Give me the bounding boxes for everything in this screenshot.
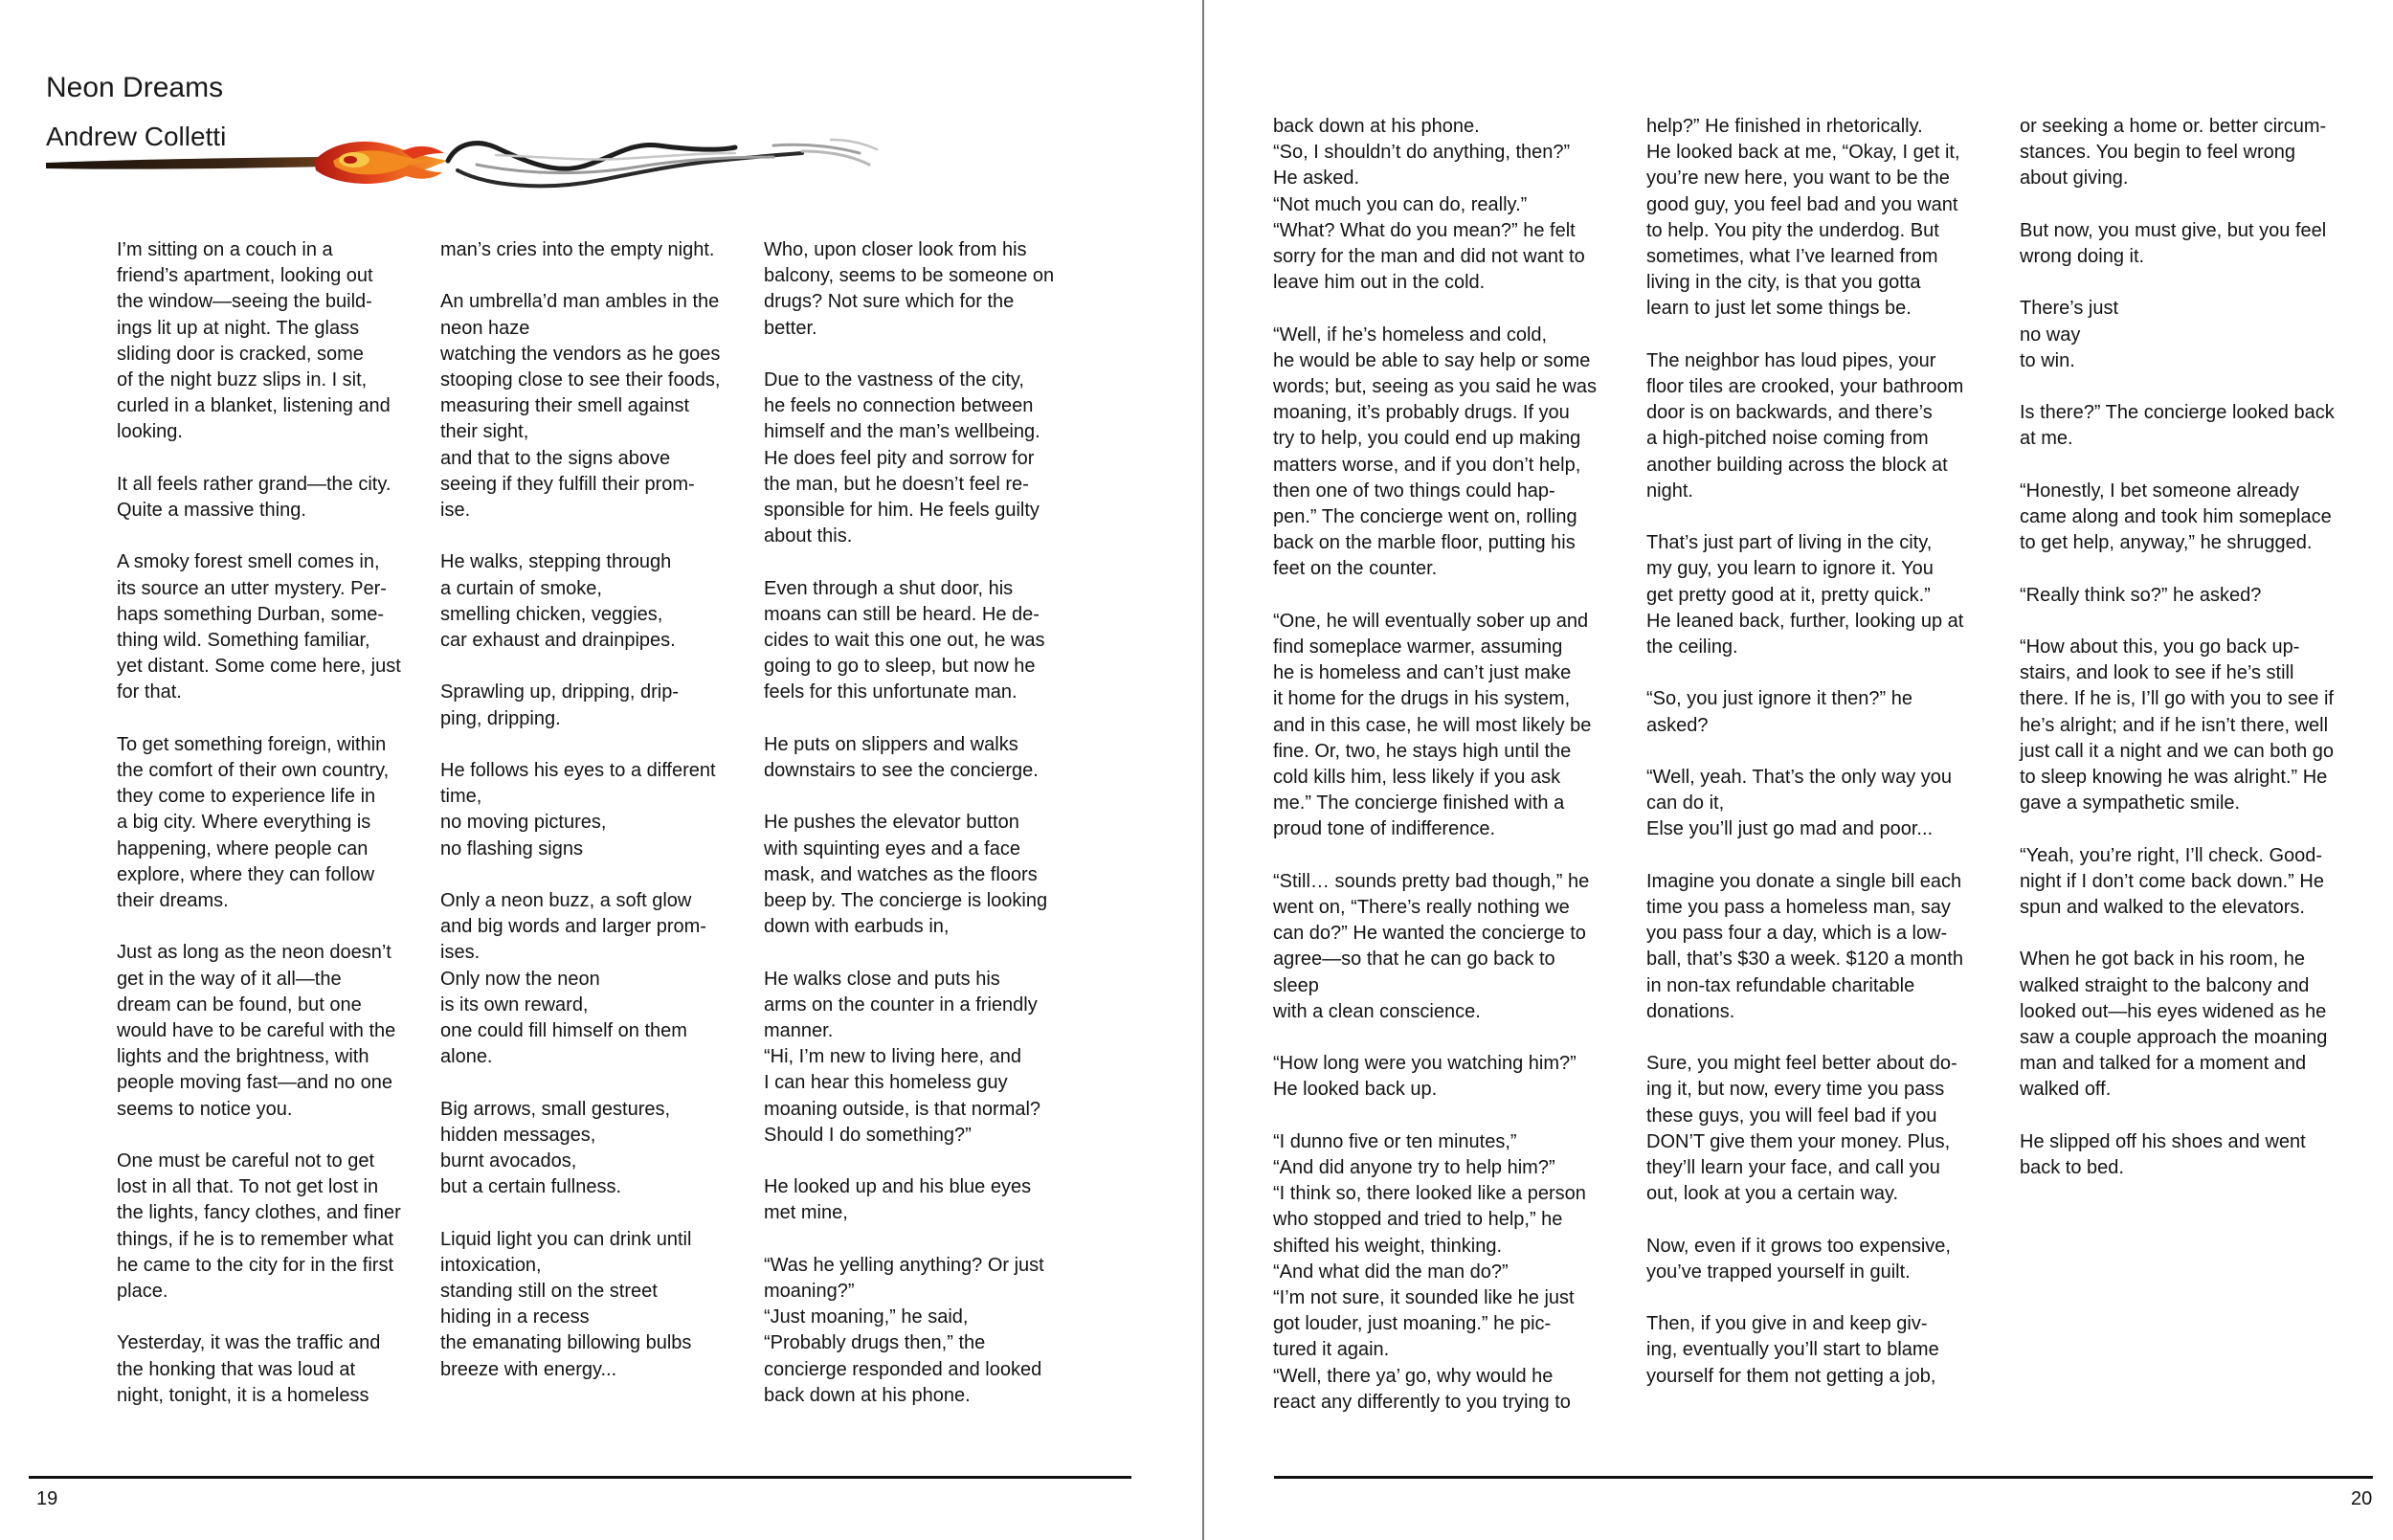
paragraph: “How long were you watching him?” He looked back up. (1273, 1053, 1577, 1101)
story-column-3 (764, 237, 1080, 1409)
paragraph: Then, if you give in and keep giv- ing, eventually you’ll start to blame yourself for them not getting a job, (1646, 1313, 1939, 1387)
paragraph: “Still… sounds pretty bad though,” he went on, “There’s really nothing we can do?” He wanted the concierge to agree—so that he can go back to sleep with a clean conscience. (1273, 870, 1590, 1022)
paragraph: When he got back in his room, he walked straight to the balcony and looked out—his eyes widened as he saw a couple approach the moaning man and talked for a moment and walked off. (2020, 949, 2328, 1101)
paragraph: A smoky forest smell comes in, its source an utter mystery. Per- haps something Durban, some- thing wild. Something familiar, yet distant. Some come here, just for that. (117, 551, 401, 703)
paragraph: “Really think so?” he asked? (2020, 584, 2262, 606)
paragraph: An umbrella’d man ambles in the neon haze watching the vendors as he goes stooping close to see their foods, measuring their smell against their sight, and that to the signs above seeing if they fulfill their prom- ise. (440, 291, 721, 522)
paragraph: or seeking a home or. better circum- stances. You begin to feel wrong about giving. (2020, 116, 2327, 190)
paragraph: One must be careful not to get lost in all that. To not get lost in the lights, fancy clothes, and finer things, if he is to remember what he came to the city for in the first place. (117, 1150, 401, 1303)
story-column-1 (117, 237, 433, 1409)
page-number: 20 (2351, 1488, 2373, 1509)
paragraph: Sprawling up, dripping, drip- ping, dripping. (440, 681, 680, 729)
paragraph: “I dunno five or ten minutes,” “And did anyone try to help him?” “I think so, there looked like a person who stopped and tried to help,” he shifted his weight, thinking. “And what did the man do?” “I’m not sure, it sounded like he just got louder, just moaning.” he pic- tured it again. “Well, there ya’ go, why would he react any differently to you trying to (1273, 1130, 1586, 1413)
paragraph: He slipped off his shoes and went back to bed. (2020, 1130, 2306, 1178)
right-page (1204, 0, 2393, 1540)
paragraph: Just as long as the neon doesn’t get in the way of it all—the dream can be found, but one would have to be careful with the lights and the brightness, with people moving fast—and no one seems to notice you. (117, 942, 396, 1120)
paragraph: But now, you must give, but you feel wrong doing it. (2020, 219, 2327, 267)
paragraph: “One, he will eventually sober up and find someplace warmer, assuming he is homeless and can’t just make it home for the drugs in his system, and in this case, he will most likely be fine. Or, two, he stays high until the cold kills him, less likely if you ask me.” The concierge finished with a proud tone of indifference. (1273, 610, 1592, 840)
footer-rule (1274, 1476, 2373, 1479)
paragraph: “So, you just ignore it then?” he asked? (1646, 688, 1912, 736)
paragraph: “How about this, you go back up- stairs, and look to see if he’s still there. If he is, I’ll go with you to see if he’s alright; and if he isn’t there, well just call it a night and we can both go to sleep knowing he was alright.” He gave a sympathetic smile. (2020, 636, 2334, 815)
story-column-2 (440, 237, 756, 1383)
paragraph: I’m sitting on a couch in a friend’s apartment, looking out the window—seeing the build- ings lit up at night. The glass sliding door is cracked, some of the night buzz slips in. I sit, curled in a blanket, listening and looking. (117, 239, 391, 443)
footer-rule (29, 1476, 1131, 1479)
paragraph: Sure, you might feel better about do- ing it, but now, every time you pass these guys, you will feel bad if you DON’T give them your money. Plus, they’ll learn your face, and call you out, look at you a certain way. (1646, 1053, 1957, 1205)
paragraph: He puts on slippers and walks downstairs to see the concierge. (764, 733, 1039, 782)
paragraph: To get something foreign, within the comfort of their own country, they come to experience life in a big city. Where everything is happening, where people can explore, where they can follow their dreams. (117, 733, 390, 912)
paragraph: He follows his eyes to a different time, no moving pictures, no flashing signs (440, 760, 716, 859)
paragraph: The neighbor has loud pipes, your floor tiles are crooked, your bathroom door is on backwards, and there’s a high-pitched noise coming from another building across the block at night. (1646, 349, 1964, 502)
paragraph: “Honestly, I bet someone already came along and took him someplace to get help, anyway,” he shrugged. (2020, 480, 2332, 554)
paragraph: It all feels rather grand—the city. Quite a massive thing. (117, 473, 391, 522)
paragraph: He pushes the elevator button with squinting eyes and a face mask, and watches as the floors beep by. The concierge is looking down with earbuds in, (764, 812, 1048, 938)
story-author: Andrew Colletti (46, 122, 227, 151)
paragraph: Is there?” The concierge looked back at me. (2020, 402, 2335, 450)
paragraph: Liquid light you can drink until intoxication, standing still on the street hiding in a recess the emanating billowing bulbs breeze with energy... (440, 1228, 692, 1380)
paragraph: Yesterday, it was the traffic and the honking that was loud at night, tonight, it is a homeless (117, 1332, 381, 1406)
paragraph: Imagine you donate a single bill each time you pass a homeless man, say you pass four a day, which is a low- ball, that’s $30 a week. $120 a month in non-tax refundable charitable donations. (1646, 870, 1963, 1022)
paragraph: There’s just no way to win. (2020, 298, 2119, 371)
paragraph: Even through a shut door, his moans can still be heard. He de- cides to wait this one out, he was going to go to sleep, but now he feels for this unfortunate man. (764, 577, 1045, 703)
burning-match-smoke-icon (46, 132, 907, 218)
story-column-5 (1646, 114, 1977, 1390)
paragraph: help?” He finished in rhetorically. He looked back at me, “Okay, I get it, you’re new here, you want to be the good guy, you feel bad and you want to help. You pity the underdog. But sometimes, what I’ve learned from living in the city, is that you gotta learn to just let some things be. (1646, 116, 1960, 320)
page-number: 19 (36, 1488, 58, 1509)
story-column-6 (2020, 114, 2355, 1181)
paragraph: man’s cries into the empty night. (440, 239, 715, 260)
paragraph: He looked up and his blue eyes met mine, (764, 1176, 1032, 1224)
paragraph: Who, upon closer look from his balcony, seems to be someone on drugs? Not sure which for the better. (764, 239, 1055, 339)
paragraph: Now, even if it grows too expensive, you’ve trapped yourself in guilt. (1646, 1235, 1951, 1283)
paragraph: “Yeah, you’re right, I’ll check. Good- night if I don’t come back down.” He spun and walked to the elevators. (2020, 844, 2324, 918)
paragraph: “Was he yelling anything? Or just moaning?” “Just moaning,” he said, “Probably drugs then,” the concierge responded and looked back down at his phone. (764, 1254, 1044, 1406)
paragraph: Due to the vastness of the city, he feels no connection between himself and the man’s wellbeing. He does feel pity and sorrow for the man, but he doesn’t feel re- sponsible for him. He feels guilty about this. (764, 369, 1040, 547)
paragraph: He walks close and puts his arms on the counter in a friendly manner. “Hi, I’m new to living here, and I can hear this homeless guy moaning outside, is that normal? Should I do something?” (764, 968, 1041, 1146)
paragraph: That’s just part of living in the city, my guy, you learn to ignore it. You get pretty good at it, pretty quick.” He leaned back, further, looking up at the ceiling. (1646, 532, 1964, 658)
paragraph: “Well, if he’s homeless and cold, he would be able to say help or some words; but, seeing as you said he was moaning, it’s probably drugs. If you try to help, you could end up making matters worse, and if you don’t help, then one of two things could hap- pen.” The concierge went on, rolling back on the marble floor, putting his feet on the counter. (1273, 324, 1597, 580)
story-title: Neon Dreams (46, 72, 224, 103)
story-column-4 (1273, 114, 1603, 1416)
paragraph: “Well, yeah. That’s the only way you can do it, Else you’ll just go mad and poor... (1646, 767, 1953, 840)
paragraph: Big arrows, small gestures, hidden messages, burnt avocados, but a certain fullness. (440, 1098, 671, 1198)
paragraph: He walks, stepping through a curtain of smoke, smelling chicken, veggies, car exhaust and drainpipes. (440, 551, 676, 652)
paragraph: Only a neon buzz, a soft glow and big words and larger prom- ises. Only now the neon is its own reward, one could fill himself on them alone. (440, 890, 706, 1068)
paragraph: back down at his phone. “So, I shouldn’t do anything, then?” He asked. “Not much you can do, really.” “What? What do you mean?” he felt sorry for the man and did not want to leave him out in the cold. (1273, 116, 1585, 294)
